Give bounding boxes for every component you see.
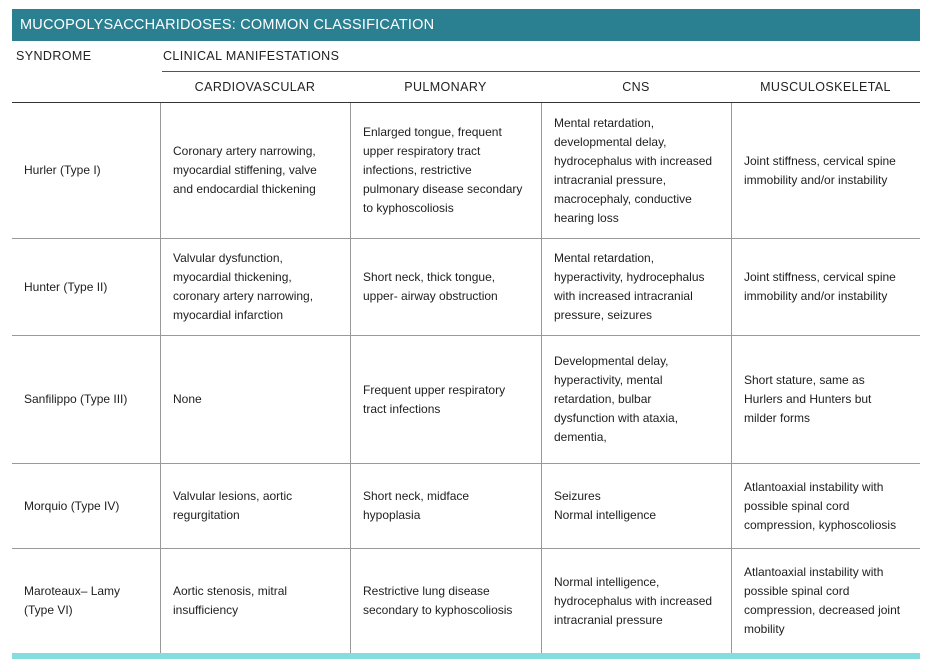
pulmonary-cell: Restrictive lung disease secondary to kyphoscoliosis: [363, 584, 513, 617]
cardiovascular-cell: Valvular dysfunction, myocardial thickening, coronary artery narrowing, myocardial infarction: [173, 251, 314, 322]
column-header-musculoskeletal: MUSCULOSKELETAL: [760, 80, 891, 94]
musculoskeletal-cell: Joint stiffness, cervical spine immobility and/or instability: [744, 270, 896, 303]
bottom-accent-bar: [12, 653, 920, 659]
column-header-cns: CNS: [622, 80, 650, 94]
syndrome-cell: Hunter (Type II): [24, 279, 108, 294]
cns-cell: Normal intelligence, hydrocephalus with increased intracranial pressure: [554, 574, 713, 627]
column-header-cardiovascular: CARDIOVASCULAR: [194, 80, 316, 94]
pulmonary-cell: Short neck, midface hypoplasia: [363, 489, 470, 522]
column-header-pulmonary: PULMONARY: [404, 80, 487, 94]
cns-cell: Seizures Normal intelligence: [554, 489, 657, 522]
musculoskeletal-cell: Atlantoaxial instability with possible spinal cord compression, decreased joint mobility: [744, 565, 901, 636]
syndrome-cell: Sanfilippo (Type III): [24, 392, 128, 406]
syndrome-cell: Morquio (Type IV): [24, 498, 120, 513]
cardiovascular-cell: Coronary artery narrowing, myocardial stiffening, valve and endocardial thickening: [173, 144, 317, 196]
musculoskeletal-cell: Short stature, same as Hurlers and Hunters but milder forms: [744, 373, 872, 425]
pulmonary-cell: Short neck, thick tongue, upper- airway obstruction: [363, 270, 498, 303]
syndrome-cell: Maroteaux– Lamy (Type VI): [24, 584, 121, 617]
cns-cell: Mental retardation, hyperactivity, hydrocephalus with increased intracranial pressure, seizures: [554, 251, 705, 322]
musculoskeletal-cell: Joint stiffness, cervical spine immobility and/or instability: [744, 153, 896, 187]
musculoskeletal-cell: Atlantoaxial instability with possible spinal cord compression, kyphoscoliosis: [744, 479, 897, 532]
clinical-manifestations-header: CLINICAL MANIFESTATIONS: [163, 49, 340, 63]
cns-cell: Developmental delay, hyperactivity, mental retardation, bulbar dysfunction with ataxia, dementia,: [554, 354, 679, 444]
cardiovascular-cell: Aortic stenosis, mitral insufficiency: [173, 584, 288, 617]
cardiovascular-cell: Valvular lesions, aortic regurgitation: [173, 489, 293, 522]
syndrome-cell: Hurler (Type I): [24, 163, 101, 177]
pulmonary-cell: Enlarged tongue, frequent upper respiratory tract infections, restrictive pulmonary disease secondary to kyphoscoliosis: [363, 125, 523, 215]
cns-cell: Mental retardation, developmental delay, hydrocephalus with increased intracranial pressure, macrocephaly, conductive hearing loss: [554, 115, 713, 225]
syndrome-header: SYNDROME: [16, 49, 92, 63]
pulmonary-cell: Frequent upper respiratory tract infections: [363, 382, 506, 416]
table-title: MUCOPOLYSACCHARIDOSES: COMMON CLASSIFICATION: [12, 9, 920, 41]
cardiovascular-cell: None: [173, 392, 202, 406]
